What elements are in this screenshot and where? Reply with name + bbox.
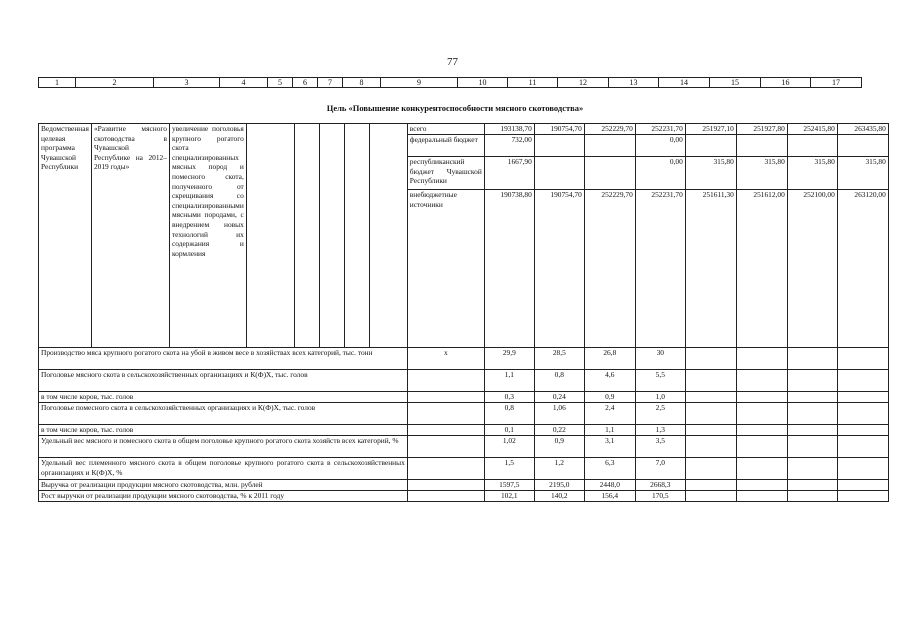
value-cell: 0,24 (534, 392, 584, 403)
value-cell: 1,0 (635, 392, 685, 403)
value-cell (837, 425, 888, 436)
value-cell: 1,06 (534, 403, 584, 425)
value-cell: 0,00 (635, 157, 685, 190)
value-cell: 3,5 (635, 436, 685, 458)
value-cell (787, 348, 837, 370)
value-cell (837, 370, 888, 392)
value-cell (685, 425, 736, 436)
indicator-col9 (407, 370, 484, 392)
value-cell: 5,5 (635, 370, 685, 392)
indicator-row (39, 458, 889, 480)
program-table (38, 123, 889, 502)
value-cell: 732,00 (484, 135, 534, 157)
value-cell (736, 392, 787, 403)
value-cell (736, 436, 787, 458)
empty-cell (246, 124, 294, 348)
value-cell (685, 403, 736, 425)
indicator-col9 (407, 436, 484, 458)
column-number: 13 (609, 78, 659, 88)
value-cell: 2,4 (584, 403, 635, 425)
value-cell: 252229,70 (584, 190, 635, 348)
column-number: 11 (508, 78, 558, 88)
value-cell: 315,80 (787, 157, 837, 190)
column-number: 5 (268, 78, 293, 88)
value-cell: 1,02 (484, 436, 534, 458)
funding-source: республиканский бюджет Чувашской Республики (407, 157, 484, 190)
value-cell (534, 157, 584, 190)
value-cell (837, 403, 888, 425)
empty-cell (369, 124, 407, 348)
empty-cell (319, 124, 344, 348)
value-cell: 190754,70 (534, 190, 584, 348)
column-number: 3 (154, 78, 220, 88)
value-cell: 263120,00 (837, 190, 888, 348)
value-cell: 0,22 (534, 425, 584, 436)
indicator-row (39, 480, 889, 491)
page-number: 77 (447, 56, 458, 68)
indicator-row (39, 370, 889, 392)
value-cell: 2,5 (635, 403, 685, 425)
value-cell: 315,80 (736, 157, 787, 190)
indicator-row (39, 425, 889, 436)
value-cell: 26,8 (584, 348, 635, 370)
value-cell: 0,8 (484, 403, 534, 425)
indicator-row (39, 348, 889, 370)
column-number: 9 (381, 78, 458, 88)
value-cell: 30 (635, 348, 685, 370)
indicator-name: Удельный вес племенного мясного скота в общем поголовье крупного рогатого скота в сельскохозяйственных организациях и К(Ф)Х, % (39, 458, 408, 480)
value-cell: 1,3 (635, 425, 685, 436)
value-cell: 1,1 (584, 425, 635, 436)
value-cell (685, 480, 736, 491)
value-cell (584, 157, 635, 190)
column-number: 14 (659, 78, 710, 88)
value-cell: 263435,80 (837, 124, 888, 135)
value-cell: 193138,70 (484, 124, 534, 135)
indicator-col9 (407, 458, 484, 480)
value-cell (787, 436, 837, 458)
indicator-name: Рост выручки от реализации продукции мясного скотоводства, % к 2011 году (39, 491, 408, 502)
value-cell: 6,3 (584, 458, 635, 480)
funding-source: федеральный бюджет (407, 135, 484, 157)
indicator-row (39, 491, 889, 502)
indicator-col9 (407, 491, 484, 502)
value-cell: 28,5 (534, 348, 584, 370)
indicator-name: Производство мяса крупного рогатого скота на убой в живом весе в хозяйствах всех категорий, тыс. тонн (39, 348, 408, 370)
indicator-name: Поголовье мясного скота в сельскохозяйственных организациях и К(Ф)Х, тыс. голов (39, 370, 408, 392)
value-cell (787, 458, 837, 480)
column-number: 15 (710, 78, 761, 88)
value-cell (736, 348, 787, 370)
column-number: 8 (343, 78, 381, 88)
empty-cell (344, 124, 369, 348)
value-cell (736, 480, 787, 491)
column-number: 6 (293, 78, 318, 88)
indicator-name: Поголовье помесного скота в сельскохозяйственных организациях и К(Ф)Х, тыс. голов (39, 403, 408, 425)
column-number-header (38, 77, 862, 88)
column-number: 2 (76, 78, 154, 88)
indicator-name: Удельный вес мясного и помесного скота в общем поголовье крупного рогатого скота хозяйств всех категорий, % (39, 436, 408, 458)
value-cell (736, 403, 787, 425)
program-name-cell: «Развитие мясного скотоводства в Чувашской Республике на 2012–2019 годы» (91, 124, 169, 348)
indicator-col9 (407, 425, 484, 436)
value-cell (787, 491, 837, 502)
value-cell (837, 491, 888, 502)
value-cell (685, 135, 736, 157)
value-cell (685, 458, 736, 480)
indicator-col9: х (407, 348, 484, 370)
goal-cell: увеличение поголовья крупного рогатого скота специализированных мясных пород и помесного скота, полученного от скрещивания со специализированными мясными породами, с внедрением новых технологий их содержания и кормления (169, 124, 246, 348)
empty-cell (294, 124, 319, 348)
value-cell: 251612,00 (736, 190, 787, 348)
funding-source: всего (407, 124, 484, 135)
value-cell: 315,80 (685, 157, 736, 190)
section-title: Цель «Повышение конкурентоспособности мясного скотоводства» (326, 103, 584, 113)
column-number: 7 (318, 78, 343, 88)
value-cell: 252231,70 (635, 124, 685, 135)
value-cell: 1597,5 (484, 480, 534, 491)
value-cell (787, 425, 837, 436)
value-cell (787, 135, 837, 157)
value-cell (736, 491, 787, 502)
value-cell: 29,9 (484, 348, 534, 370)
funding-row (39, 124, 889, 135)
value-cell: 251927,10 (685, 124, 736, 135)
value-cell: 190754,70 (534, 124, 584, 135)
value-cell: 252415,80 (787, 124, 837, 135)
indicator-row (39, 392, 889, 403)
funding-source: внебюджетные источники (407, 190, 484, 348)
value-cell (685, 491, 736, 502)
value-cell (736, 458, 787, 480)
column-number: 4 (220, 78, 268, 88)
column-number: 12 (558, 78, 609, 88)
indicator-col9 (407, 392, 484, 403)
value-cell: 0,1 (484, 425, 534, 436)
value-cell: 1,5 (484, 458, 534, 480)
value-cell: 3,1 (584, 436, 635, 458)
value-cell: 0,9 (584, 392, 635, 403)
indicator-col9 (407, 403, 484, 425)
responsible-cell: Ведомственная целевая программа Чувашской Республики (39, 124, 92, 348)
value-cell (685, 392, 736, 403)
value-cell (736, 370, 787, 392)
indicator-col9 (407, 480, 484, 491)
value-cell (534, 135, 584, 157)
value-cell: 4,6 (584, 370, 635, 392)
column-number: 10 (458, 78, 508, 88)
column-number: 16 (761, 78, 811, 88)
value-cell: 140,2 (534, 491, 584, 502)
value-cell (736, 135, 787, 157)
value-cell (787, 392, 837, 403)
indicator-name: в том числе коров, тыс. голов (39, 425, 408, 436)
value-cell: 0,8 (534, 370, 584, 392)
indicator-row (39, 436, 889, 458)
value-cell (837, 392, 888, 403)
value-cell (837, 436, 888, 458)
value-cell: 190738,80 (484, 190, 534, 348)
value-cell (787, 480, 837, 491)
column-number-row (39, 78, 862, 88)
value-cell (736, 425, 787, 436)
value-cell: 2448,0 (584, 480, 635, 491)
value-cell (685, 348, 736, 370)
value-cell (787, 370, 837, 392)
value-cell: 1,2 (534, 458, 584, 480)
value-cell: 315,80 (837, 157, 888, 190)
value-cell (584, 135, 635, 157)
value-cell: 252229,70 (584, 124, 635, 135)
value-cell (837, 135, 888, 157)
value-cell: 7,0 (635, 458, 685, 480)
value-cell (787, 403, 837, 425)
value-cell (837, 348, 888, 370)
value-cell: 252231,70 (635, 190, 685, 348)
value-cell (837, 458, 888, 480)
indicator-name: Выручка от реализации продукции мясного скотоводства, млн. рублей (39, 480, 408, 491)
value-cell: 1,1 (484, 370, 534, 392)
value-cell: 251611,30 (685, 190, 736, 348)
value-cell: 0,9 (534, 436, 584, 458)
value-cell: 0,3 (484, 392, 534, 403)
value-cell: 0,00 (635, 135, 685, 157)
value-cell: 1667,90 (484, 157, 534, 190)
column-number: 1 (39, 78, 76, 88)
value-cell: 102,1 (484, 491, 534, 502)
value-cell: 170,5 (635, 491, 685, 502)
value-cell (837, 480, 888, 491)
column-number: 17 (811, 78, 862, 88)
value-cell: 252100,00 (787, 190, 837, 348)
value-cell: 2195,0 (534, 480, 584, 491)
indicator-name: в том числе коров, тыс. голов (39, 392, 408, 403)
value-cell (685, 370, 736, 392)
value-cell: 251927,80 (736, 124, 787, 135)
indicator-row (39, 403, 889, 425)
value-cell (685, 436, 736, 458)
value-cell: 156,4 (584, 491, 635, 502)
value-cell: 2668,3 (635, 480, 685, 491)
